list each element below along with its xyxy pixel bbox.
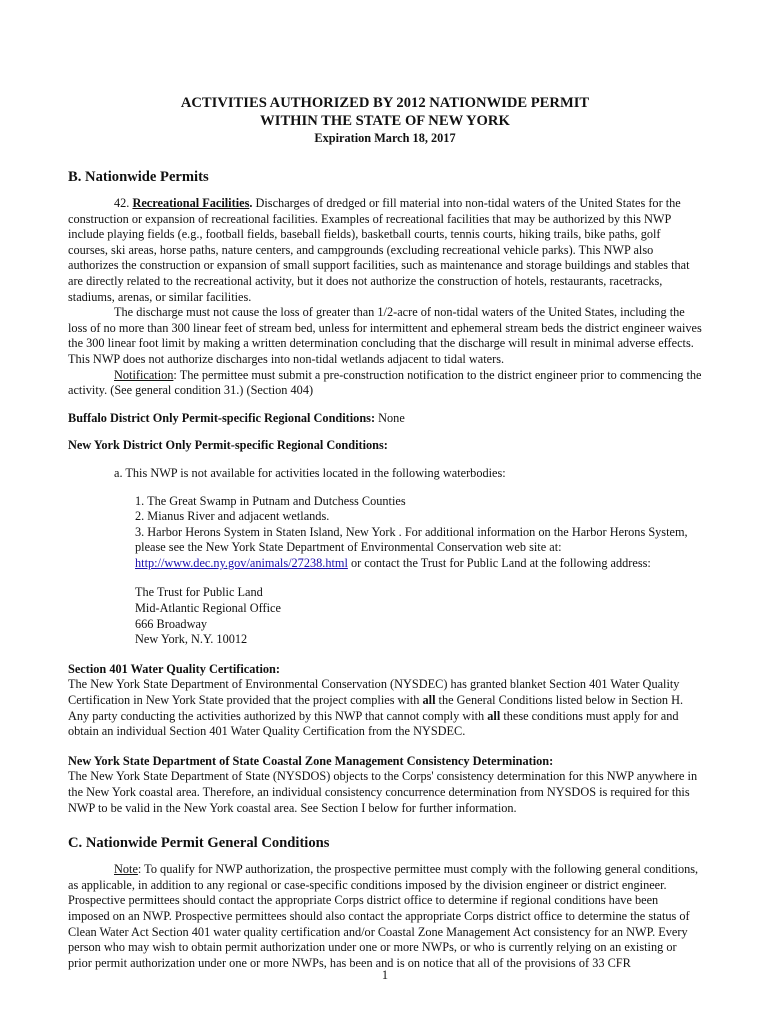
waterbody-list [68, 494, 702, 572]
address-line: 666 Broadway [135, 616, 208, 631]
buffalo-conditions [68, 411, 702, 427]
section-401-text [68, 677, 702, 739]
buffalo-conditions-value: None [375, 410, 405, 425]
new-york-item-a: a. This NWP is not available for activities located in the following waterbodies: [114, 465, 506, 480]
note-text: : To qualify for NWP authorization, the prospective permittee must comply with the following general conditions, as applicable, in addition to any regional or case-specific conditions imposed by the division engineer or district engineer. Prospective permittees should contact the appropriate Corps district office to determine if regional conditions have been imposed on an NWP. Prospective permittees should also contact the appropriate Corps district office to determine the status of Clean Water Act Section 401 water quality certification and/or Coastal Zone Management Act consistency for an NWP. Every person who may wish to obtain permit authorization under one or more NWPs, or who is currently relying on an existing or prior permit authorization under one or more NWPs, has been and is on notice that all of the provisions of 33 CFR [68, 862, 699, 970]
section-401-text-b: the General Conditions listed below in Section H. Any party conducting the activities authorized by this NWP that cannot comply with [68, 693, 684, 723]
section-401-text-a: The New York State Department of Environmental Conservation (NYSDEC) has granted blanket Section 401 Water Quality Certification in New York State provided that the project complies with [68, 677, 680, 708]
nwp-item-title-text: Recreational Facilities [132, 196, 250, 210]
trust-address-block [68, 585, 702, 647]
note-label: Note [114, 862, 138, 877]
nwp-item-number: 42. [114, 196, 133, 210]
nwp-item-title [132, 196, 252, 210]
discharge-limit-paragraph: The discharge must not cause the loss of greater than 1/2-acre of non-tidal waters of the United States, including the loss of no more than 300 linear feet of stream bed, unless for intermittent and ephemeral stream beds the district engineer waives the 300 linear foot limit by making a written determination concluding that the discharge will result in minimal adverse effects. This NWP does not authorize discharges into non-tidal wetlands adjacent to tidal waters. [68, 305, 702, 366]
coastal-zone-heading: New York State Department of State Coastal Zone Management Consistency Determination: [68, 753, 554, 768]
section-401-text-c: these conditions must apply for and obtain an individual Section 401 Water Quality Certification from the NYSDEC. [68, 708, 679, 739]
section-401-bold-all-2: all [487, 708, 501, 723]
nwp-42-paragraph [68, 196, 702, 305]
waterbody-list-item: 1. The Great Swamp in Putnam and Dutchess Counties [135, 493, 406, 508]
section-b-heading: B. Nationwide Permits [68, 169, 209, 185]
harbor-herons-text: 3. Harbor Herons System in Staten Island, New York . For additional information on the Harbor Herons System, please see the New York State Department of Environmental Conservation web site at: [135, 524, 688, 555]
notification-label: Notification [114, 367, 174, 382]
page-number: 1 [381, 968, 389, 982]
dec-website-link[interactable]: http://www.dec.ny.gov/animals/27238.html [135, 555, 348, 570]
section-401-bold-all-1: all [422, 693, 436, 708]
document-title-line-2: WITHIN THE STATE OF NEW YORK [260, 113, 510, 129]
general-conditions-note [68, 862, 702, 971]
section-c-heading: C. Nationwide Permit General Conditions [68, 835, 330, 852]
nwp-item-title-period: . [249, 196, 253, 210]
address-line: Mid-Atlantic Regional Office [135, 601, 281, 616]
notification-text: : The permittee must submit a pre-construction notification to the district engineer prior to commencing the activity. (See general condition 31.) (Section 404) [68, 367, 702, 398]
new-york-conditions-label: New York District Only Permit-specific Regional Conditions: [68, 438, 388, 453]
waterbody-list-item: 2. Mianus River and adjacent wetlands. [135, 509, 330, 524]
address-line: New York, N.Y. 10012 [135, 632, 248, 647]
waterbody-list-item [135, 525, 702, 572]
coastal-zone-text: The New York State Department of State (NYSDOS) objects to the Corps' consistency determination for this NWP anywhere in the New York coastal area. Therefore, an individual consistency concurrence determination from NYSDOS is required for this NWP to be valid in the New York coastal area. See Section I below for further information. [68, 769, 698, 815]
harbor-herons-after-link: or contact the Trust for Public Land at the following address: [347, 555, 651, 570]
nwp-42-description: Discharges of dredged or fill material into non-tidal waters of the United States for the construction or expansion of recreational facilities. Examples of recreational facilities that may be authorized by this NWP include playing fields (e.g., football fields, baseball fields), basketball courts, tennis courts, hiking trails, bike paths, golf courses, ski areas, horse paths, nature centers, and campgrounds (excluding recreational vehicle parks). This NWP also authorizes the construction or expansion of small support facilities, such as maintenance and storage buildings and stables that are directly related to the recreational activity, but it does not authorize the construction of hotels, restaurants, racetracks, stadiums, arenas, or similar facilities. [68, 196, 690, 304]
buffalo-conditions-label: Buffalo District Only Permit-specific Regional Conditions: [68, 410, 376, 425]
document-title-line-1: ACTIVITIES AUTHORIZED BY 2012 NATIONWIDE PERMIT [180, 95, 590, 111]
expiration-date: Expiration March 18, 2017 [314, 131, 456, 145]
address-line: The Trust for Public Land [135, 585, 263, 600]
notification-paragraph [68, 368, 702, 399]
section-401-heading: Section 401 Water Quality Certification: [68, 661, 280, 676]
